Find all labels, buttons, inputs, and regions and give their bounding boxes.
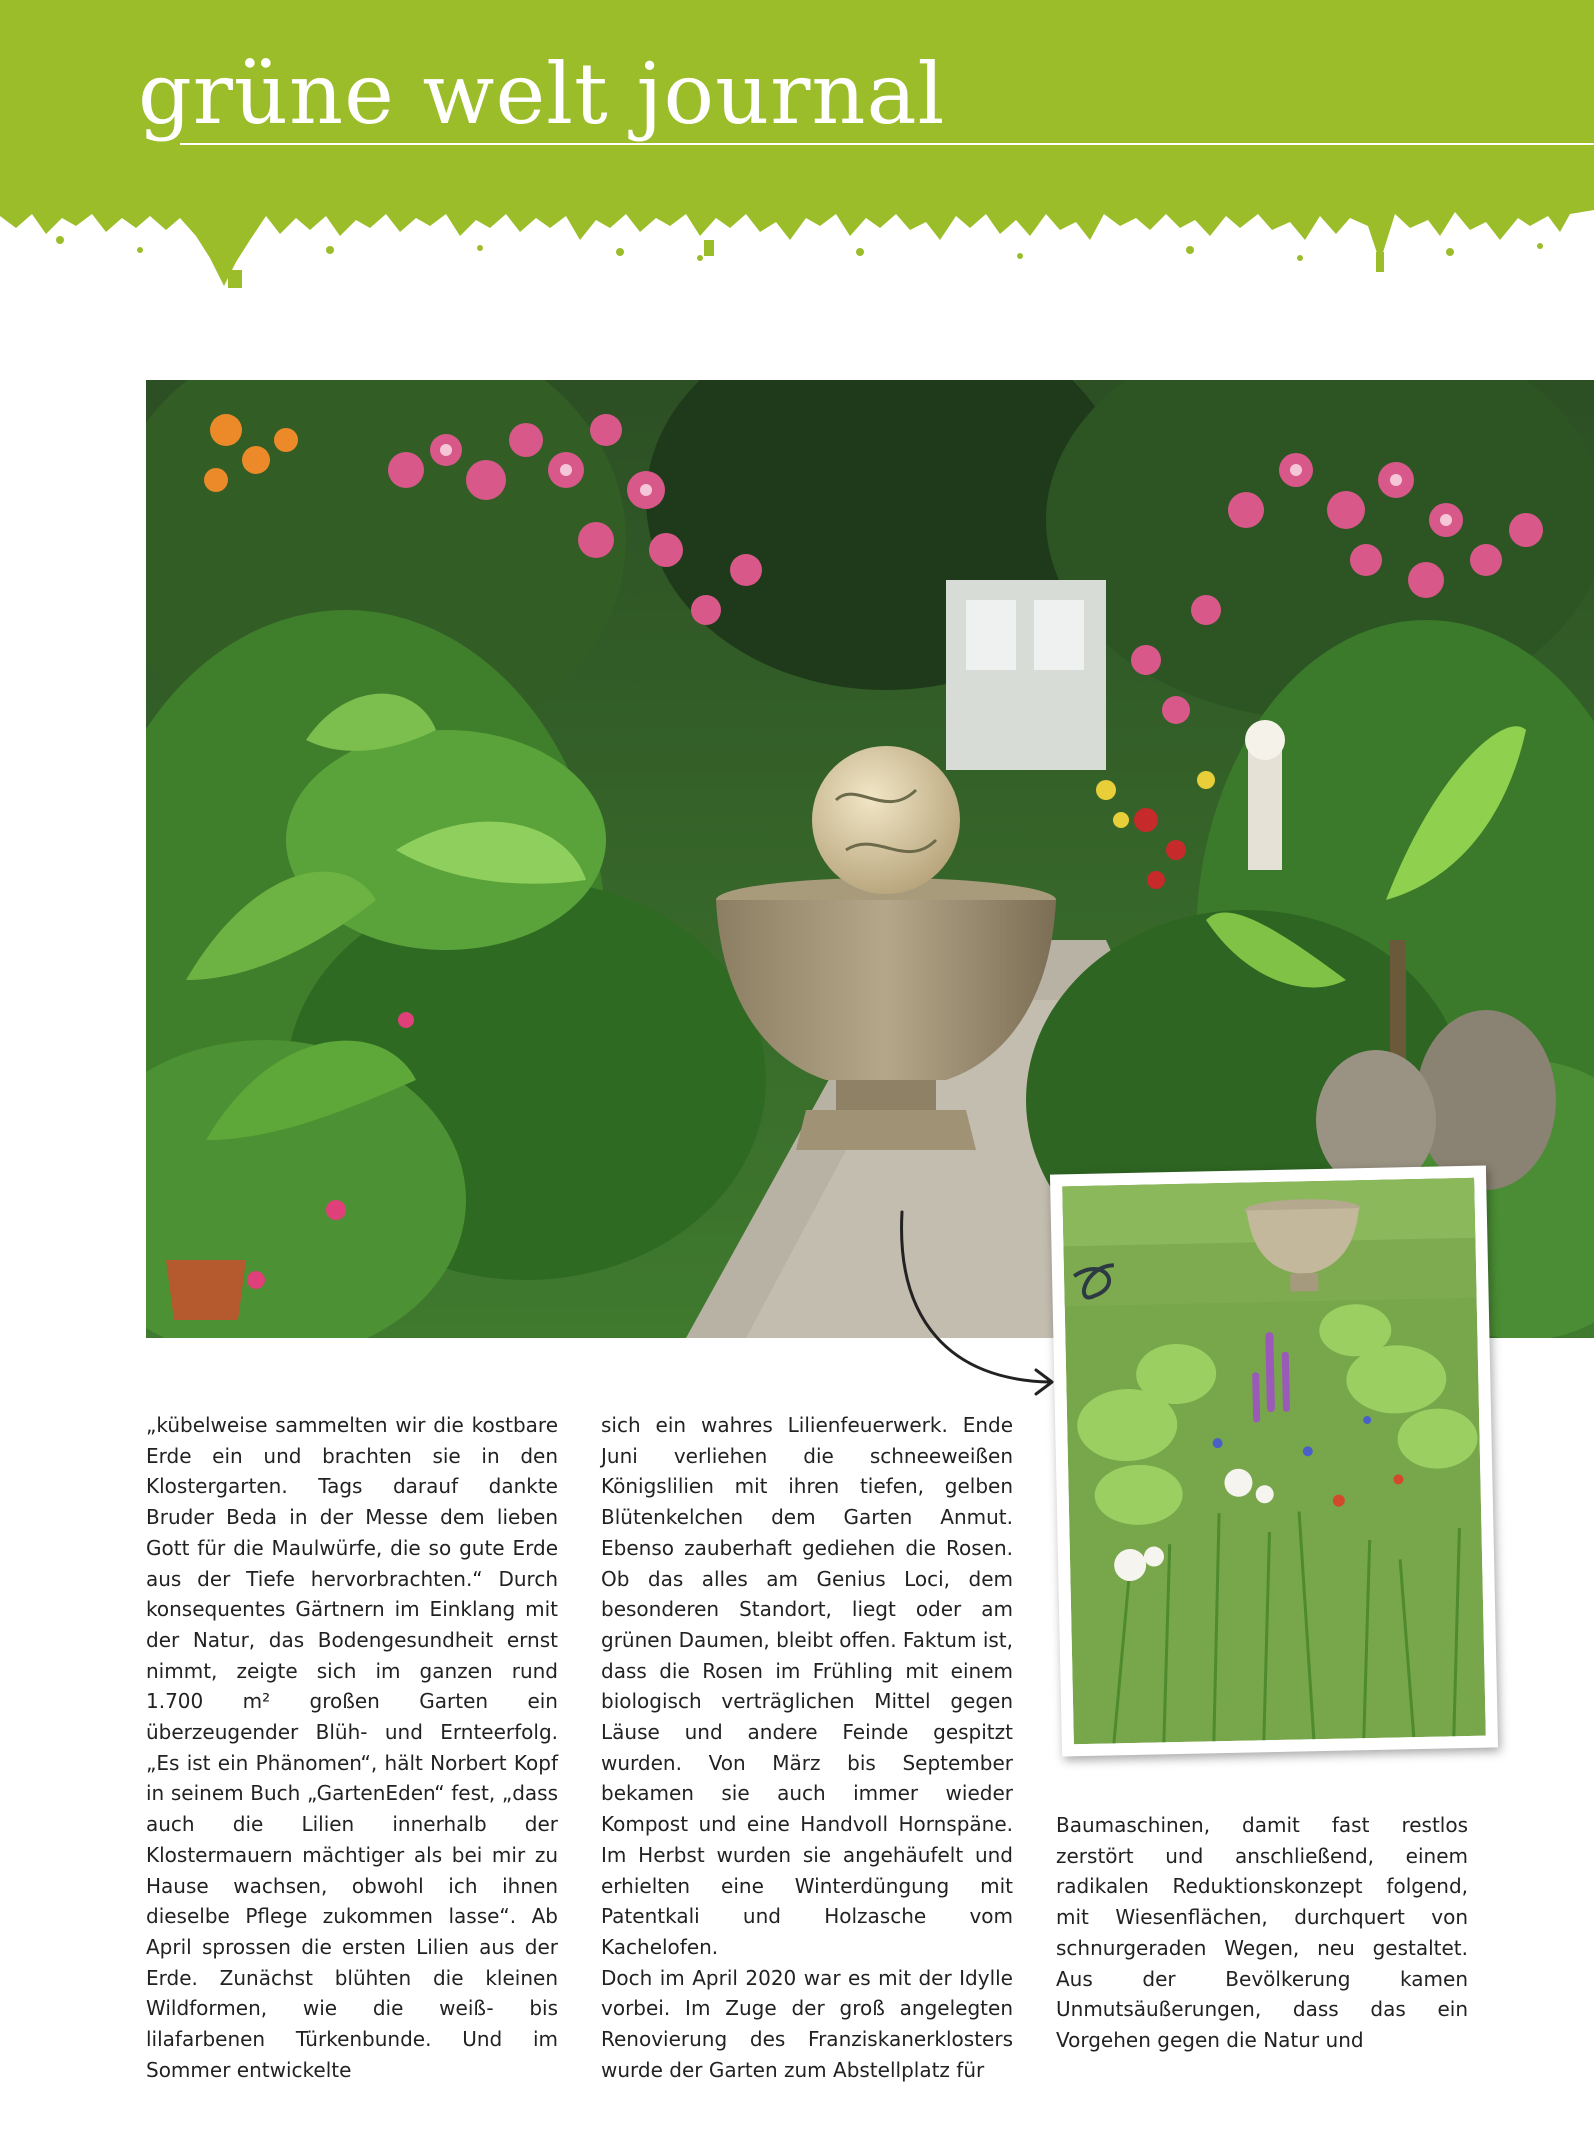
inset-photo: [1050, 1165, 1498, 1756]
journal-title: grüne welt journal: [138, 45, 946, 143]
article-column-2: [601, 1410, 1013, 2085]
curved-arrow-icon: [890, 1200, 1070, 1420]
article-paragraph: sich ein wahres Lilienfeuerwerk. Ende Juni verliehen die schneeweißen Königslilien mit ihren tiefen, gelben Blütenkelchen dem Garten Anmut. Ebenso zauberhaft gediehen die Rosen. Ob das alles am Genius Loci, dem besonderen Standort, liegt oder am grünen Daumen, bleibt offen. Faktum ist, dass die Rosen im Frühling mit einem biologisch verträglichen Mittel gegen Läuse und andere Feinde gespitzt wurden. Von März bis September bekamen sie auch immer wieder Kompost und eine Handvoll Hornspäne. Im Herbst wurden sie angehäufelt und erhielten eine Winterdüngung mit Patentkali und Holzasche vom Kachelofen.: [601, 1413, 1013, 1959]
article-paragraph: „kübelweise sammelten wir die kostbare Erde ein und brachten sie in den Klostergarten. Tags darauf dankte Bruder Beda in der Messe dem lieben Gott für die Maulwürfe, die so gute Erde aus der Tiefe hervorbrachten.“ Durch konsequentes Gärtnern im Einklang mit der Natur, das Bodengesundheit ernst nimmt, zeigte sich im ganzen rund 1.700 m² großen Garten ein überzeugender Blüh- und Ernteerfolg. „Es ist ein Phänomen“, hält Norbert Kopf in seinem Buch „GartenEden“ fest, „dass auch die Lilien innerhalb der Klostermauern mächtiger als bei mir zu Hause wachsen, obwohl ich ihnen dieselbe Pflege zukommen lasse“. Ab April sprossen die ersten Lilien aus der Erde. Zunächst blühten die kleinen Wildformen, wie die weiß- bis lilafarbenen Türkenbunde. Und im Sommer entwickelte: [146, 1413, 558, 2082]
article-paragraph: Baumaschinen, damit fast restlos zerstört und anschließend, einem radikalen Reduktionskonzept folgend, mit Wiesenflächen, durchquert von schnurgeraden Wegen, neu gestaltet. Aus der Bevölkerung kamen Unmutsäußerungen, dass das ein Vorgehen gegen die Natur und: [1056, 1813, 1468, 2052]
article-column-1: [146, 1410, 558, 2085]
meadow-photo-illustration: [1062, 1178, 1486, 1745]
article-paragraph: Doch im April 2020 war es mit der Idylle vorbei. Im Zuge der groß angelegten Renovierung des Franziskanerklosters wurde der Garten zum Abstellplatz für: [601, 1965, 1013, 2082]
header-band: [0, 0, 1594, 300]
title-rule: [180, 143, 1594, 145]
article-column-3: [1056, 1810, 1468, 2056]
